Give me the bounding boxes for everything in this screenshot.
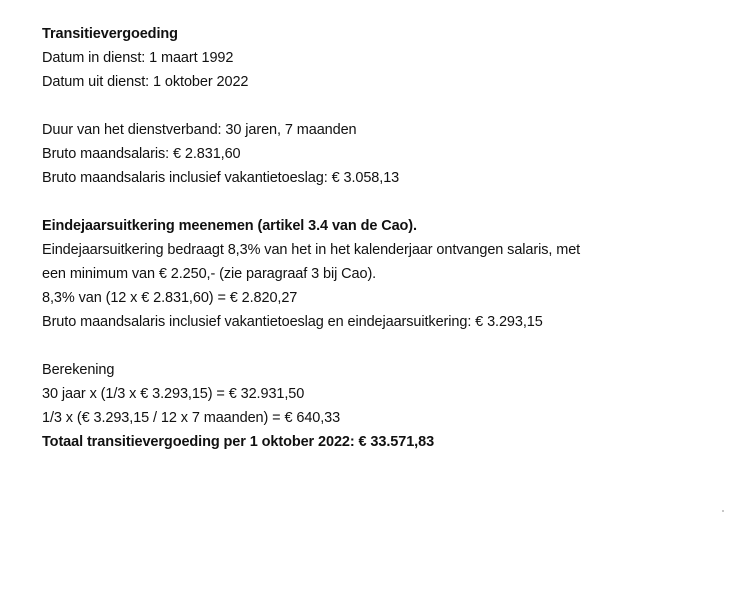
spacer — [42, 190, 732, 214]
year-end-calculation: 8,3% van (12 x € 2.831,60) = € 2.820,27 — [42, 290, 298, 306]
end-date: Datum uit dienst: 1 oktober 2022 — [42, 74, 249, 90]
calculation-line-2: 1/3 x (€ 3.293,15 / 12 x 7 maanden) = € 640,33 — [42, 410, 341, 426]
calculation-line-1: 30 jaar x (1/3 x € 3.293,15) = € 32.931,50 — [42, 386, 305, 402]
total-transition-payment: Totaal transitievergoeding per 1 oktober 2022: € 33.571,83 — [42, 434, 435, 450]
year-end-text-line-2: een minimum van € 2.250,- (zie paragraaf 3 bij Cao). — [42, 266, 377, 282]
document-title: Transitievergoeding — [42, 26, 178, 42]
gross-monthly-total: Bruto maandsalaris inclusief vakantietoeslag en eindejaarsuitkering: € 3.293,15 — [42, 314, 543, 330]
year-end-text-line-1: Eindejaarsuitkering bedraagt 8,3% van het in het kalenderjaar ontvangen salaris, met — [42, 242, 581, 258]
spacer — [42, 94, 732, 118]
scan-speck — [722, 510, 724, 512]
year-end-heading: Eindejaarsuitkering meenemen (artikel 3.4 van de Cao). — [42, 218, 417, 234]
gross-monthly-salary: Bruto maandsalaris: € 2.831,60 — [42, 146, 241, 162]
document-body — [42, 22, 732, 454]
employment-duration: Duur van het dienstverband: 30 jaren, 7 maanden — [42, 122, 357, 138]
calculation-heading: Berekening — [42, 362, 115, 378]
spacer — [42, 334, 732, 358]
start-date: Datum in dienst: 1 maart 1992 — [42, 50, 234, 66]
gross-monthly-with-holiday: Bruto maandsalaris inclusief vakantietoeslag: € 3.058,13 — [42, 170, 400, 186]
